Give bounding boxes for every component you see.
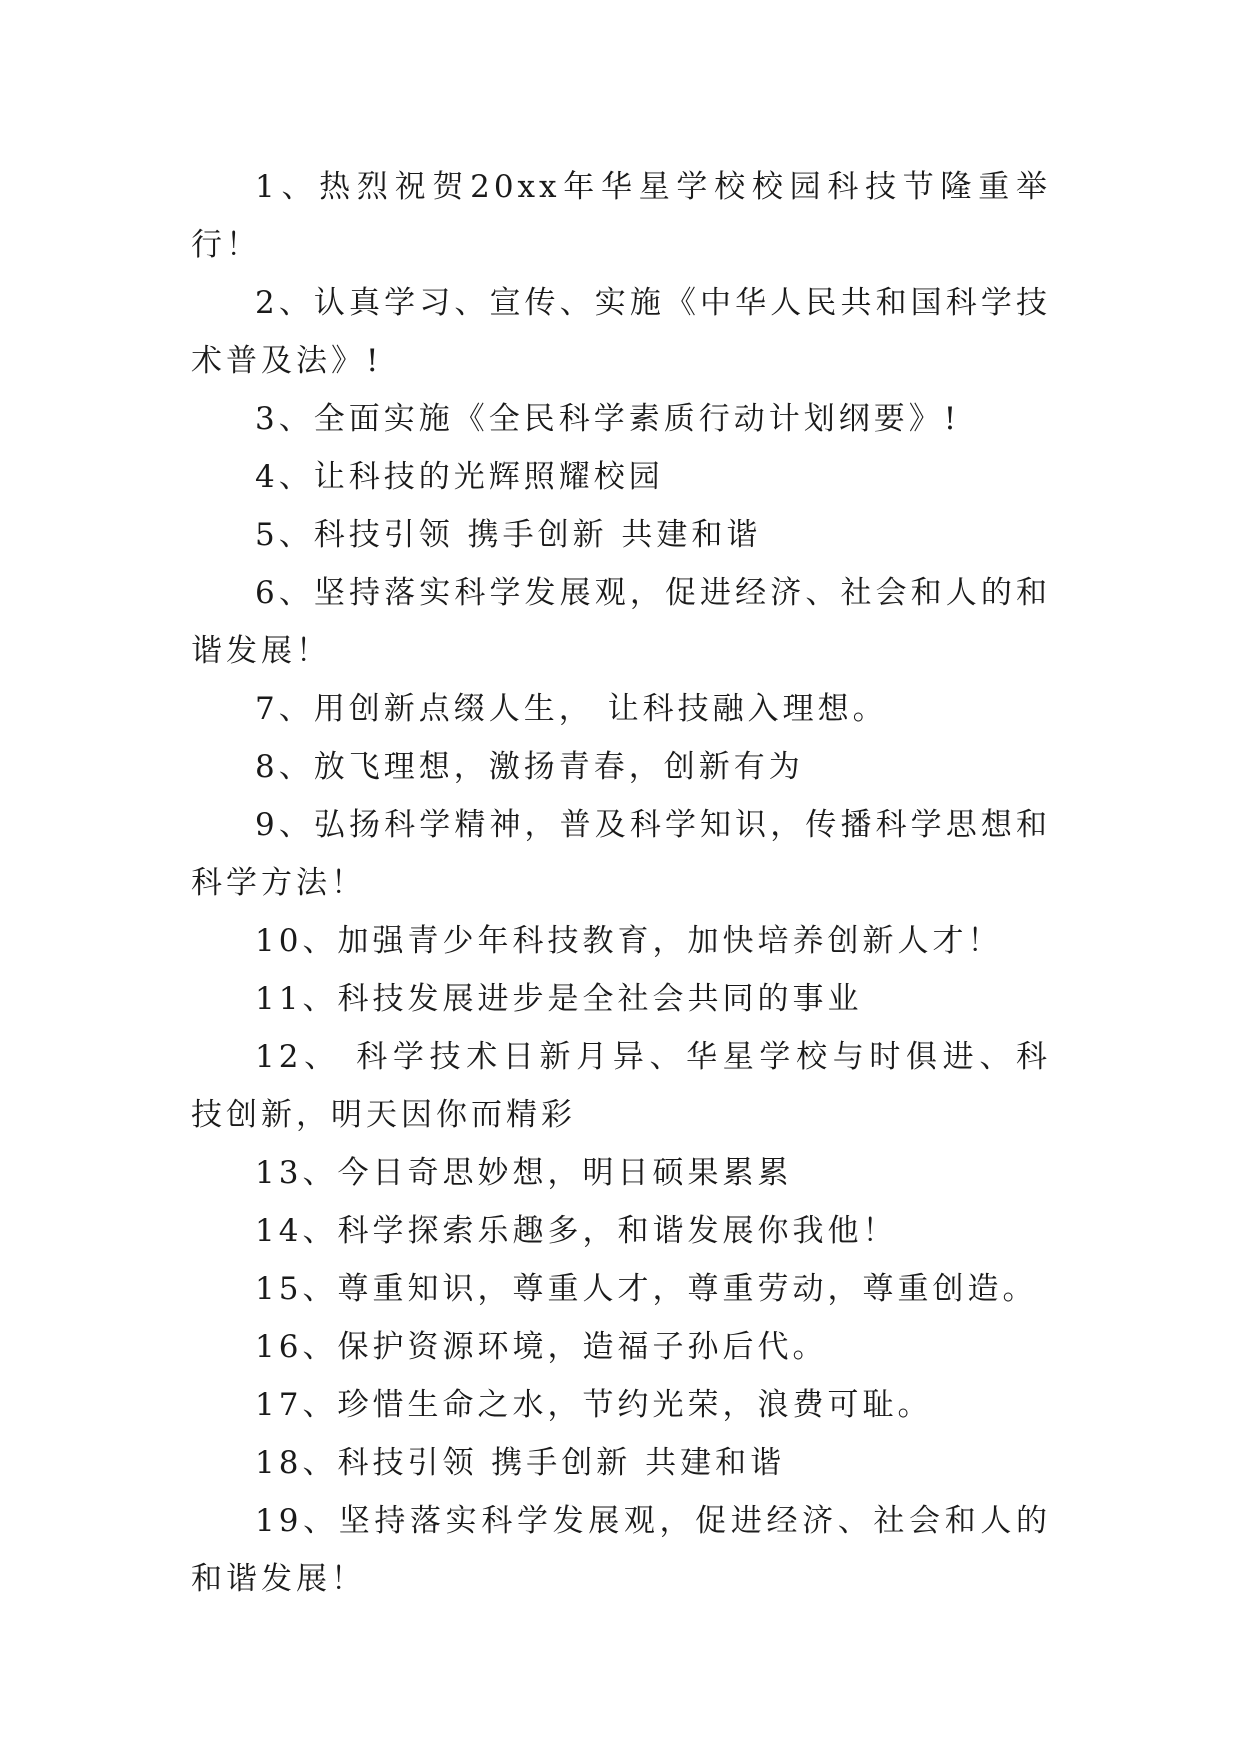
- paragraph-17: 17、珍惜生命之水，节约光荣，浪费可耻。: [255, 1387, 933, 1423]
- paragraph-10: 10、加强青少年科技教育，加快培养创新人才！: [255, 923, 1003, 959]
- paragraph-7: 7、用创新点缀人生， 让科技融入理想。: [255, 691, 888, 727]
- paragraph-13: 13、今日奇思妙想，明日硕果累累: [255, 1155, 793, 1191]
- paragraph-9: 9、弘扬科学精神，普及科学知识，传播科学思想和科学方法！: [191, 807, 1051, 901]
- paragraph-3: 3、全面实施《全民科学素质行动计划纲要》!: [255, 401, 961, 437]
- paragraph-2: 2、认真学习、宣传、实施《中华人民共和国科学技术普及法》!: [191, 285, 1051, 379]
- paragraph-4: 4、让科技的光辉照耀校园: [255, 459, 664, 495]
- paragraph-14: 14、科学探索乐趣多，和谐发展你我他！: [255, 1213, 898, 1249]
- paragraph-1: 1、热烈祝贺20xx年华星学校校园科技节隆重举行！: [191, 169, 1051, 263]
- paragraph-5: 5、科技引领 携手创新 共建和谐: [255, 517, 762, 553]
- paragraph-11: 11、科技发展进步是全社会共同的事业: [255, 981, 863, 1017]
- paragraph-16: 16、保护资源环境，造福子孙后代。: [255, 1329, 828, 1365]
- paragraph-15: 15、尊重知识，尊重人才，尊重劳动，尊重创造。: [255, 1271, 1038, 1307]
- paragraph-8: 8、放飞理想，激扬青春，创新有为: [255, 749, 804, 785]
- paragraph-19: 19、坚持落实科学发展观，促进经济、社会和人的和谐发展！: [191, 1503, 1051, 1597]
- paragraph-18: 18、科技引领 携手创新 共建和谐: [255, 1445, 786, 1481]
- document-body: [191, 158, 1051, 1608]
- paragraph-6: 6、坚持落实科学发展观，促进经济、社会和人的和谐发展！: [191, 575, 1051, 669]
- paragraph-12: 12、 科学技术日新月异、华星学校与时俱进、科技创新，明天因你而精彩: [191, 1039, 1051, 1133]
